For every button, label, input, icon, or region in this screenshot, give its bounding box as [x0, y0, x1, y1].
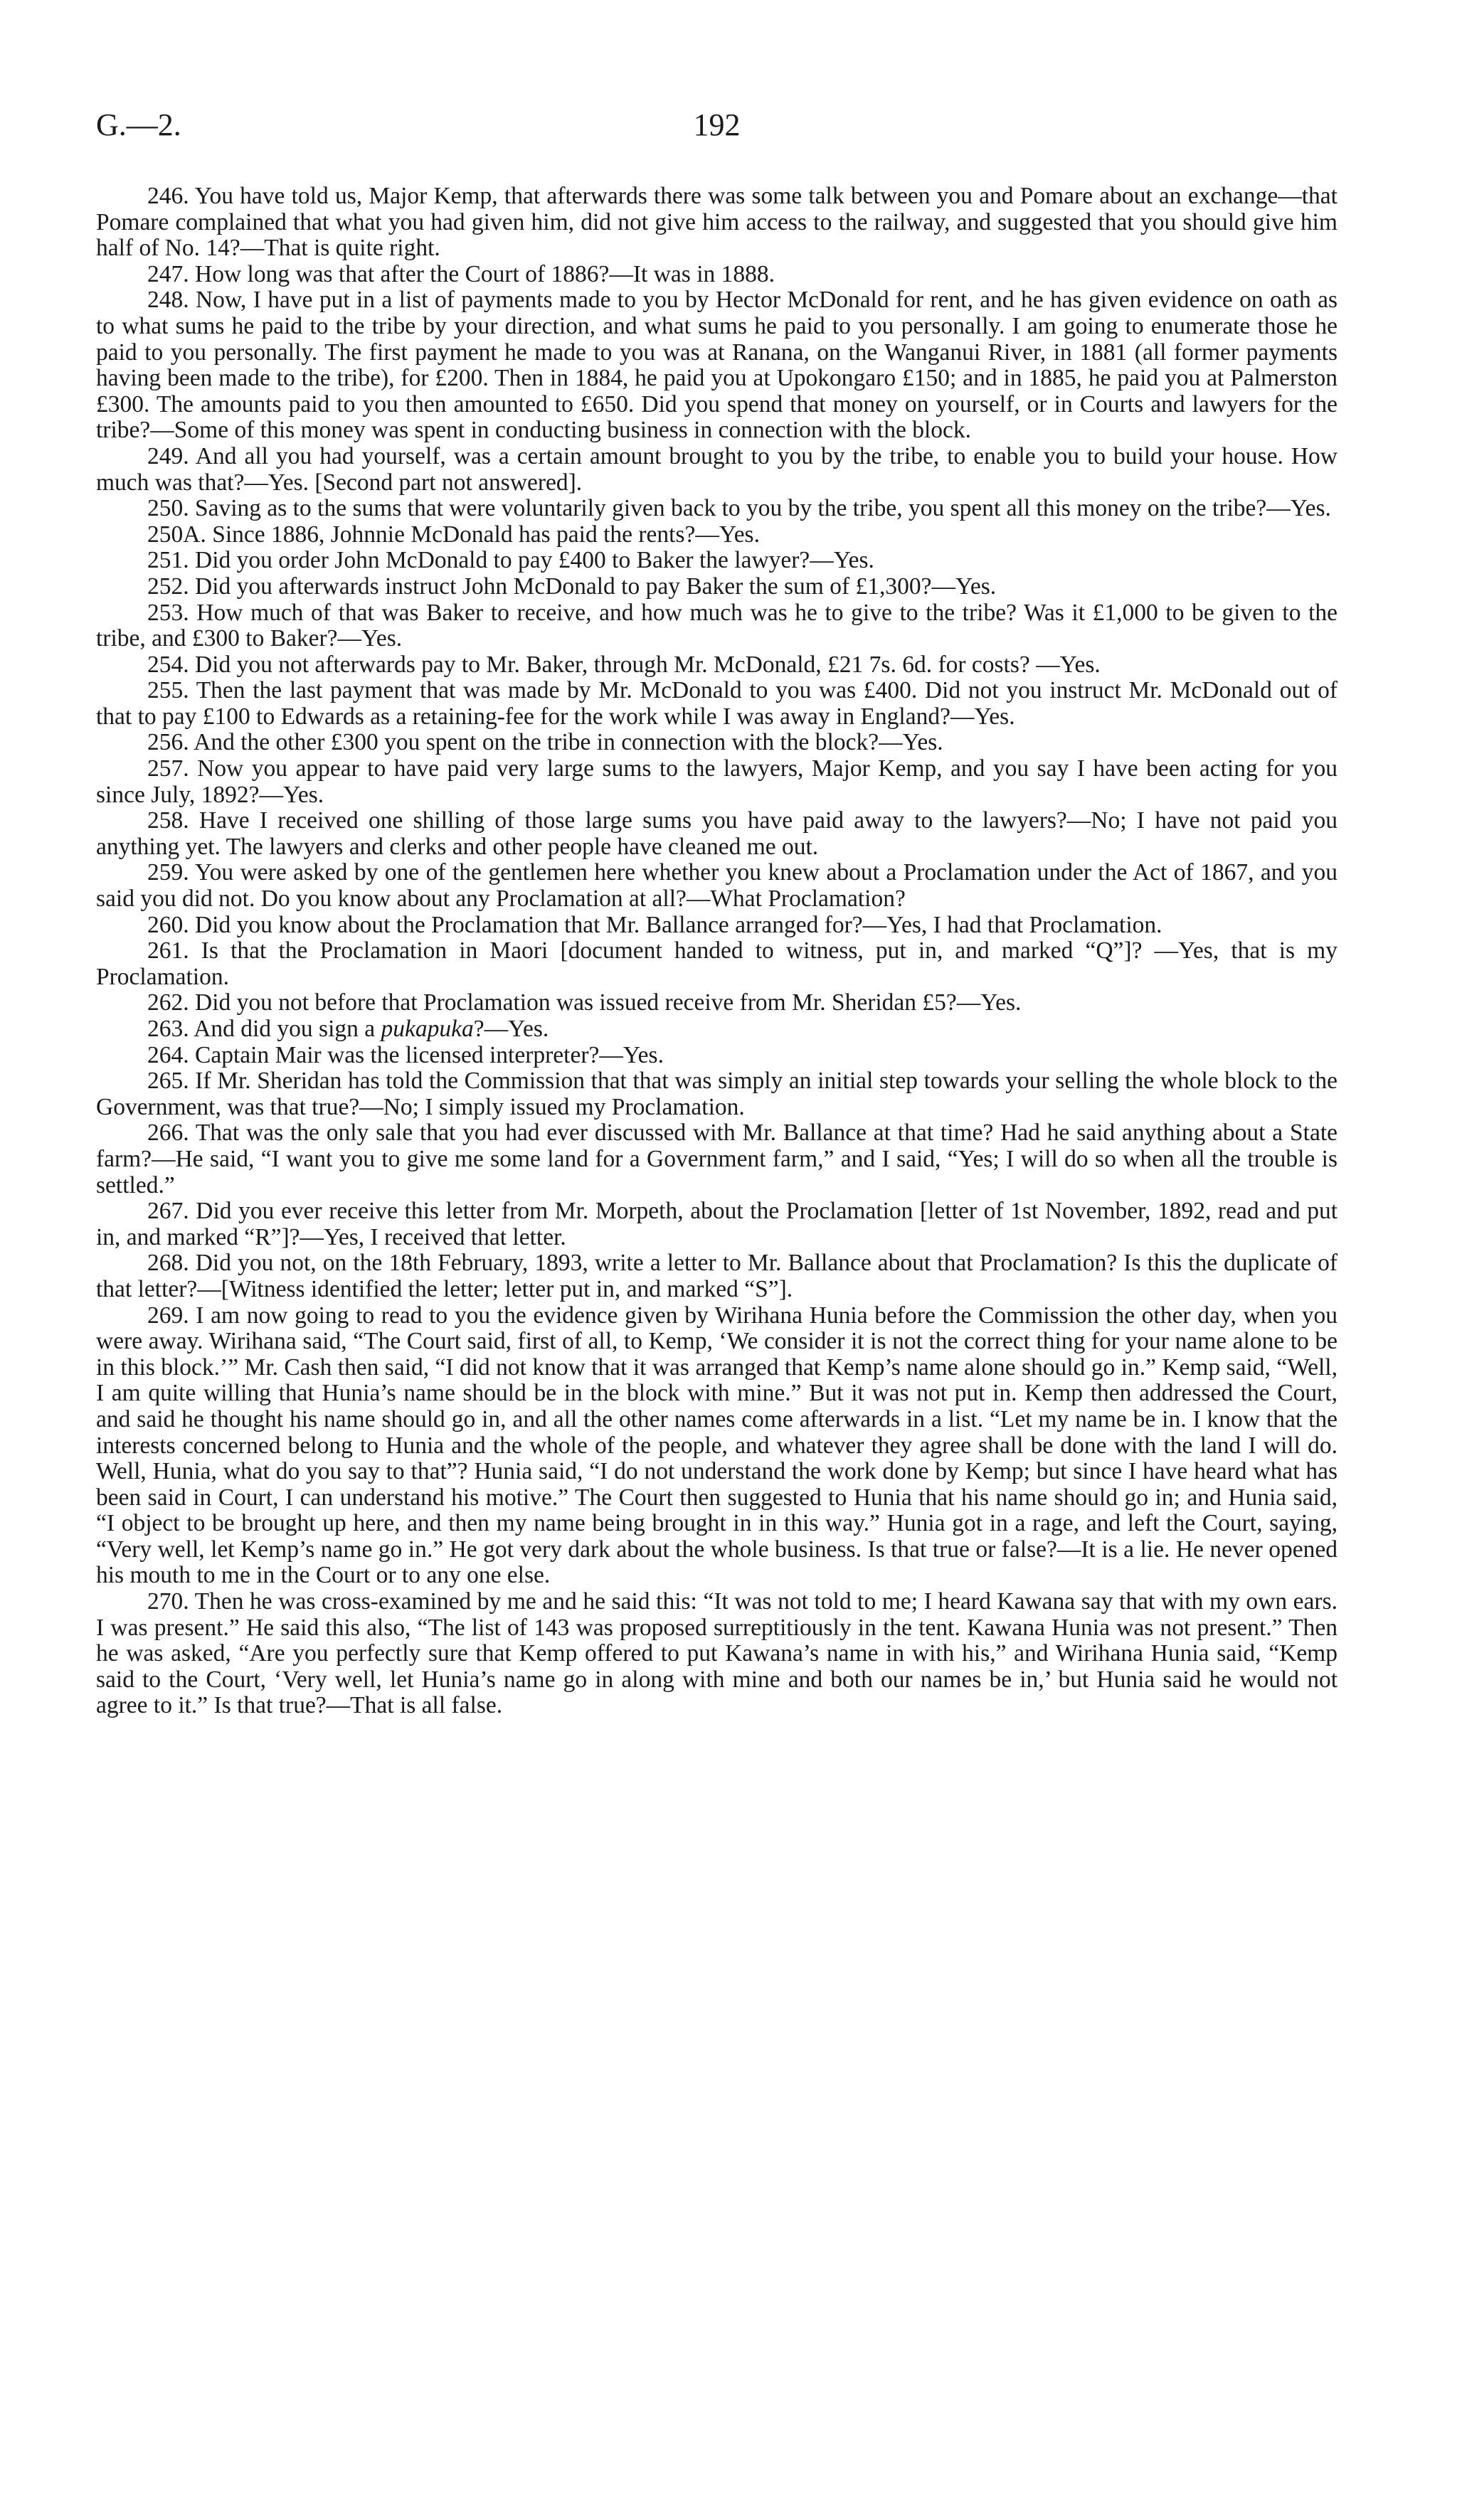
paragraph-261: 261. Is that the Proclamation in Maori [document handed to witness, put in, and marked “Q”]? —Yes, that is my Proclamation.	[96, 937, 1337, 990]
document-reference: G.—2.	[96, 107, 181, 142]
paragraph-270: 270. Then he was cross-examined by me and he said this: “It was not told to me; I heard Kawana say that with my own ears. I was present.” He said this also, “The list of 143 was proposed surreptitiously in the tent. Kawana Hunia was not present.” Then he was asked, “Are you perfectly sure that Kemp offered to put Kawana’s name in with his,” and Wirihana Hunia said, “Kemp said to the Court, ‘Very well, let Hunia’s name go in along with mine and both our names be in,’ but Hunia said he would not agree to it.” Is that true?—That is all false.	[96, 1588, 1337, 1719]
paragraph-253: 253. How much of that was Baker to receive, and how much was he to give to the tribe? Was it £1,000 to be given to the tribe, and £300 to Baker?—Yes.	[96, 599, 1337, 652]
paragraph-248: 248. Now, I have put in a list of payments made to you by Hector McDonald for rent, and he has given evidence on oath as to what sums he paid to the tribe by your direction, and what sums he paid to you personally. I am going to enumerate those he paid to you personally. The first payment he made to you was at Ranana, on the Wanganui River, in 1881 (all former payments having been made to the tribe), for £200. Then in 1884, he paid you at Upokongaro £150; and in 1885, he paid you at Palmerston £300. The amounts paid to you then amounted to £650. Did you spend that money on yourself, or in Courts and lawyers for the tribe?—Some of this money was spent in conducting business in connection with the block.	[96, 287, 1337, 444]
paragraph-258: 258. Have I received one shilling of those large sums you have paid away to the lawyers?—No; I have not paid you anything yet. The lawyers and clerks and other people have cleaned me out.	[96, 807, 1337, 860]
paragraph-257: 257. Now you appear to have paid very large sums to the lawyers, Major Kemp, and you say I have been acting for you since July, 1892?—Yes.	[96, 755, 1337, 808]
paragraph-263-answer: ?—Yes.	[473, 1016, 549, 1042]
paragraph-267: 267. Did you ever receive this letter from Mr. Morpeth, about the Proclamation [letter of 1st November, 1892, read and put in, and marked “R”]?—Yes, I received that letter.	[96, 1198, 1337, 1250]
paragraph-264: 264. Captain Mair was the licensed interpreter?—Yes.	[147, 1041, 664, 1068]
paragraph-255: 255. Then the last payment that was made by Mr. McDonald to you was £400. Did not you instruct Mr. McDonald out of that to pay £100 to Edwards as a retaining-fee for the work while I was away in England?—Yes.	[96, 677, 1337, 730]
paragraph-250: 250. Saving as to the sums that were voluntarily given back to you by the tribe, you spent all this money on the tribe?—Yes.	[147, 495, 1331, 522]
paragraph-254: 254. Did you not afterwards pay to Mr. Baker, through Mr. McDonald, £21 7s. 6d. for costs? —Yes.	[147, 651, 1101, 678]
page-header	[96, 105, 1337, 148]
paragraph-250a: 250A. Since 1886, Johnnie McDonald has paid the rents?—Yes.	[147, 521, 760, 548]
document-body	[96, 184, 1337, 1719]
paragraph-263-lead: 263. And did you sign a	[147, 1016, 381, 1042]
paragraph-266: 266. That was the only sale that you had ever discussed with Mr. Ballance at that time? Had he said anything about a State farm?—He said, “I want you to give me some land for a Government farm,” and I said, “Yes; I will do so when all the trouble is settled.”	[96, 1120, 1337, 1198]
paragraph-252: 252. Did you afterwards instruct John McDonald to pay Baker the sum of £1,300?—Yes.	[147, 573, 997, 600]
paragraph-246: 246. You have told us, Major Kemp, that afterwards there was some talk between you and Pomare about an exchange—that Pomare complained that what you had given him, did not give him access to the railway, and suggested that you should give him half of No. 14?—That is quite right.	[96, 183, 1337, 262]
paragraph-260: 260. Did you know about the Proclamation that Mr. Ballance arranged for?—Yes, I had that Proclamation.	[147, 911, 1162, 938]
maori-term-pukapuka: pukapuka	[381, 1016, 474, 1042]
paragraph-262: 262. Did you not before that Proclamation was issued receive from Mr. Sheridan £5?—Yes.	[147, 989, 1022, 1016]
page-number: 192	[693, 107, 741, 142]
paragraph-251: 251. Did you order John McDonald to pay £400 to Baker the lawyer?—Yes.	[147, 547, 874, 574]
paragraph-269: 269. I am now going to read to you the evidence given by Wirihana Hunia before the Commission the other day, when you were away. Wirihana said, “The Court said, first of all, to Kemp, ‘We consider it is not the correct thing for your name alone to be in this block.’” Mr. Cash then said, “I did not know that it was arranged that Kemp’s name alone should go in.” Kemp said, “Well, I am quite willing that Hunia’s name should be in the block with mine.” But it was not put in. Kemp then addressed the Court, and said he thought his name should go in, and all the other names come afterwards in a list. “Let my name be in. I know that the interests concerned belong to Hunia and the whole of the people, and whatever they agree shall be done with the land I will do. Well, Hunia, what do you say to that”? Hunia said, “I do not understand the work done by Kemp; but since I have heard what has been said in Court, I can understand his motive.” The Court then suggested to Hunia that his name should go in; and Hunia said, “I object to be brought up here, and then my name being brought in in this way.” Hunia got in a rage, and left the Court, saying, “Very well, let Kemp’s name go in.” He got very dark about the whole business. Is that true or false?—It is a lie. He never opened his mouth to me in the Court or to any one else.	[96, 1302, 1337, 1589]
paragraph-259: 259. You were asked by one of the gentlemen here whether you knew about a Proclamation under the Act of 1867, and you said you did not. Do you know about any Proclamation at all?—What Proclamation?	[96, 859, 1337, 913]
paragraph-256: 256. And the other £300 you spent on the tribe in connection with the block?—Yes.	[147, 729, 943, 756]
paragraph-268: 268. Did you not, on the 18th February, 1893, write a letter to Mr. Ballance about that Proclamation? Is this the duplicate of that letter?—[Witness identified the letter; letter put in, and marked “S”].	[96, 1250, 1337, 1302]
paragraph-263	[96, 1016, 1337, 1043]
paragraph-265: 265. If Mr. Sheridan has told the Commission that that was simply an initial step towards your selling the whole block to the Government, was that true?—No; I simply issued my Proclamation.	[96, 1068, 1337, 1120]
paragraph-247: 247. How long was that after the Court of 1886?—It was in 1888.	[147, 260, 775, 287]
paragraph-249: 249. And all you had yourself, was a certain amount brought to you by the tribe, to enable you to build your house. How much was that?—Yes. [Second part not answered].	[96, 442, 1337, 496]
